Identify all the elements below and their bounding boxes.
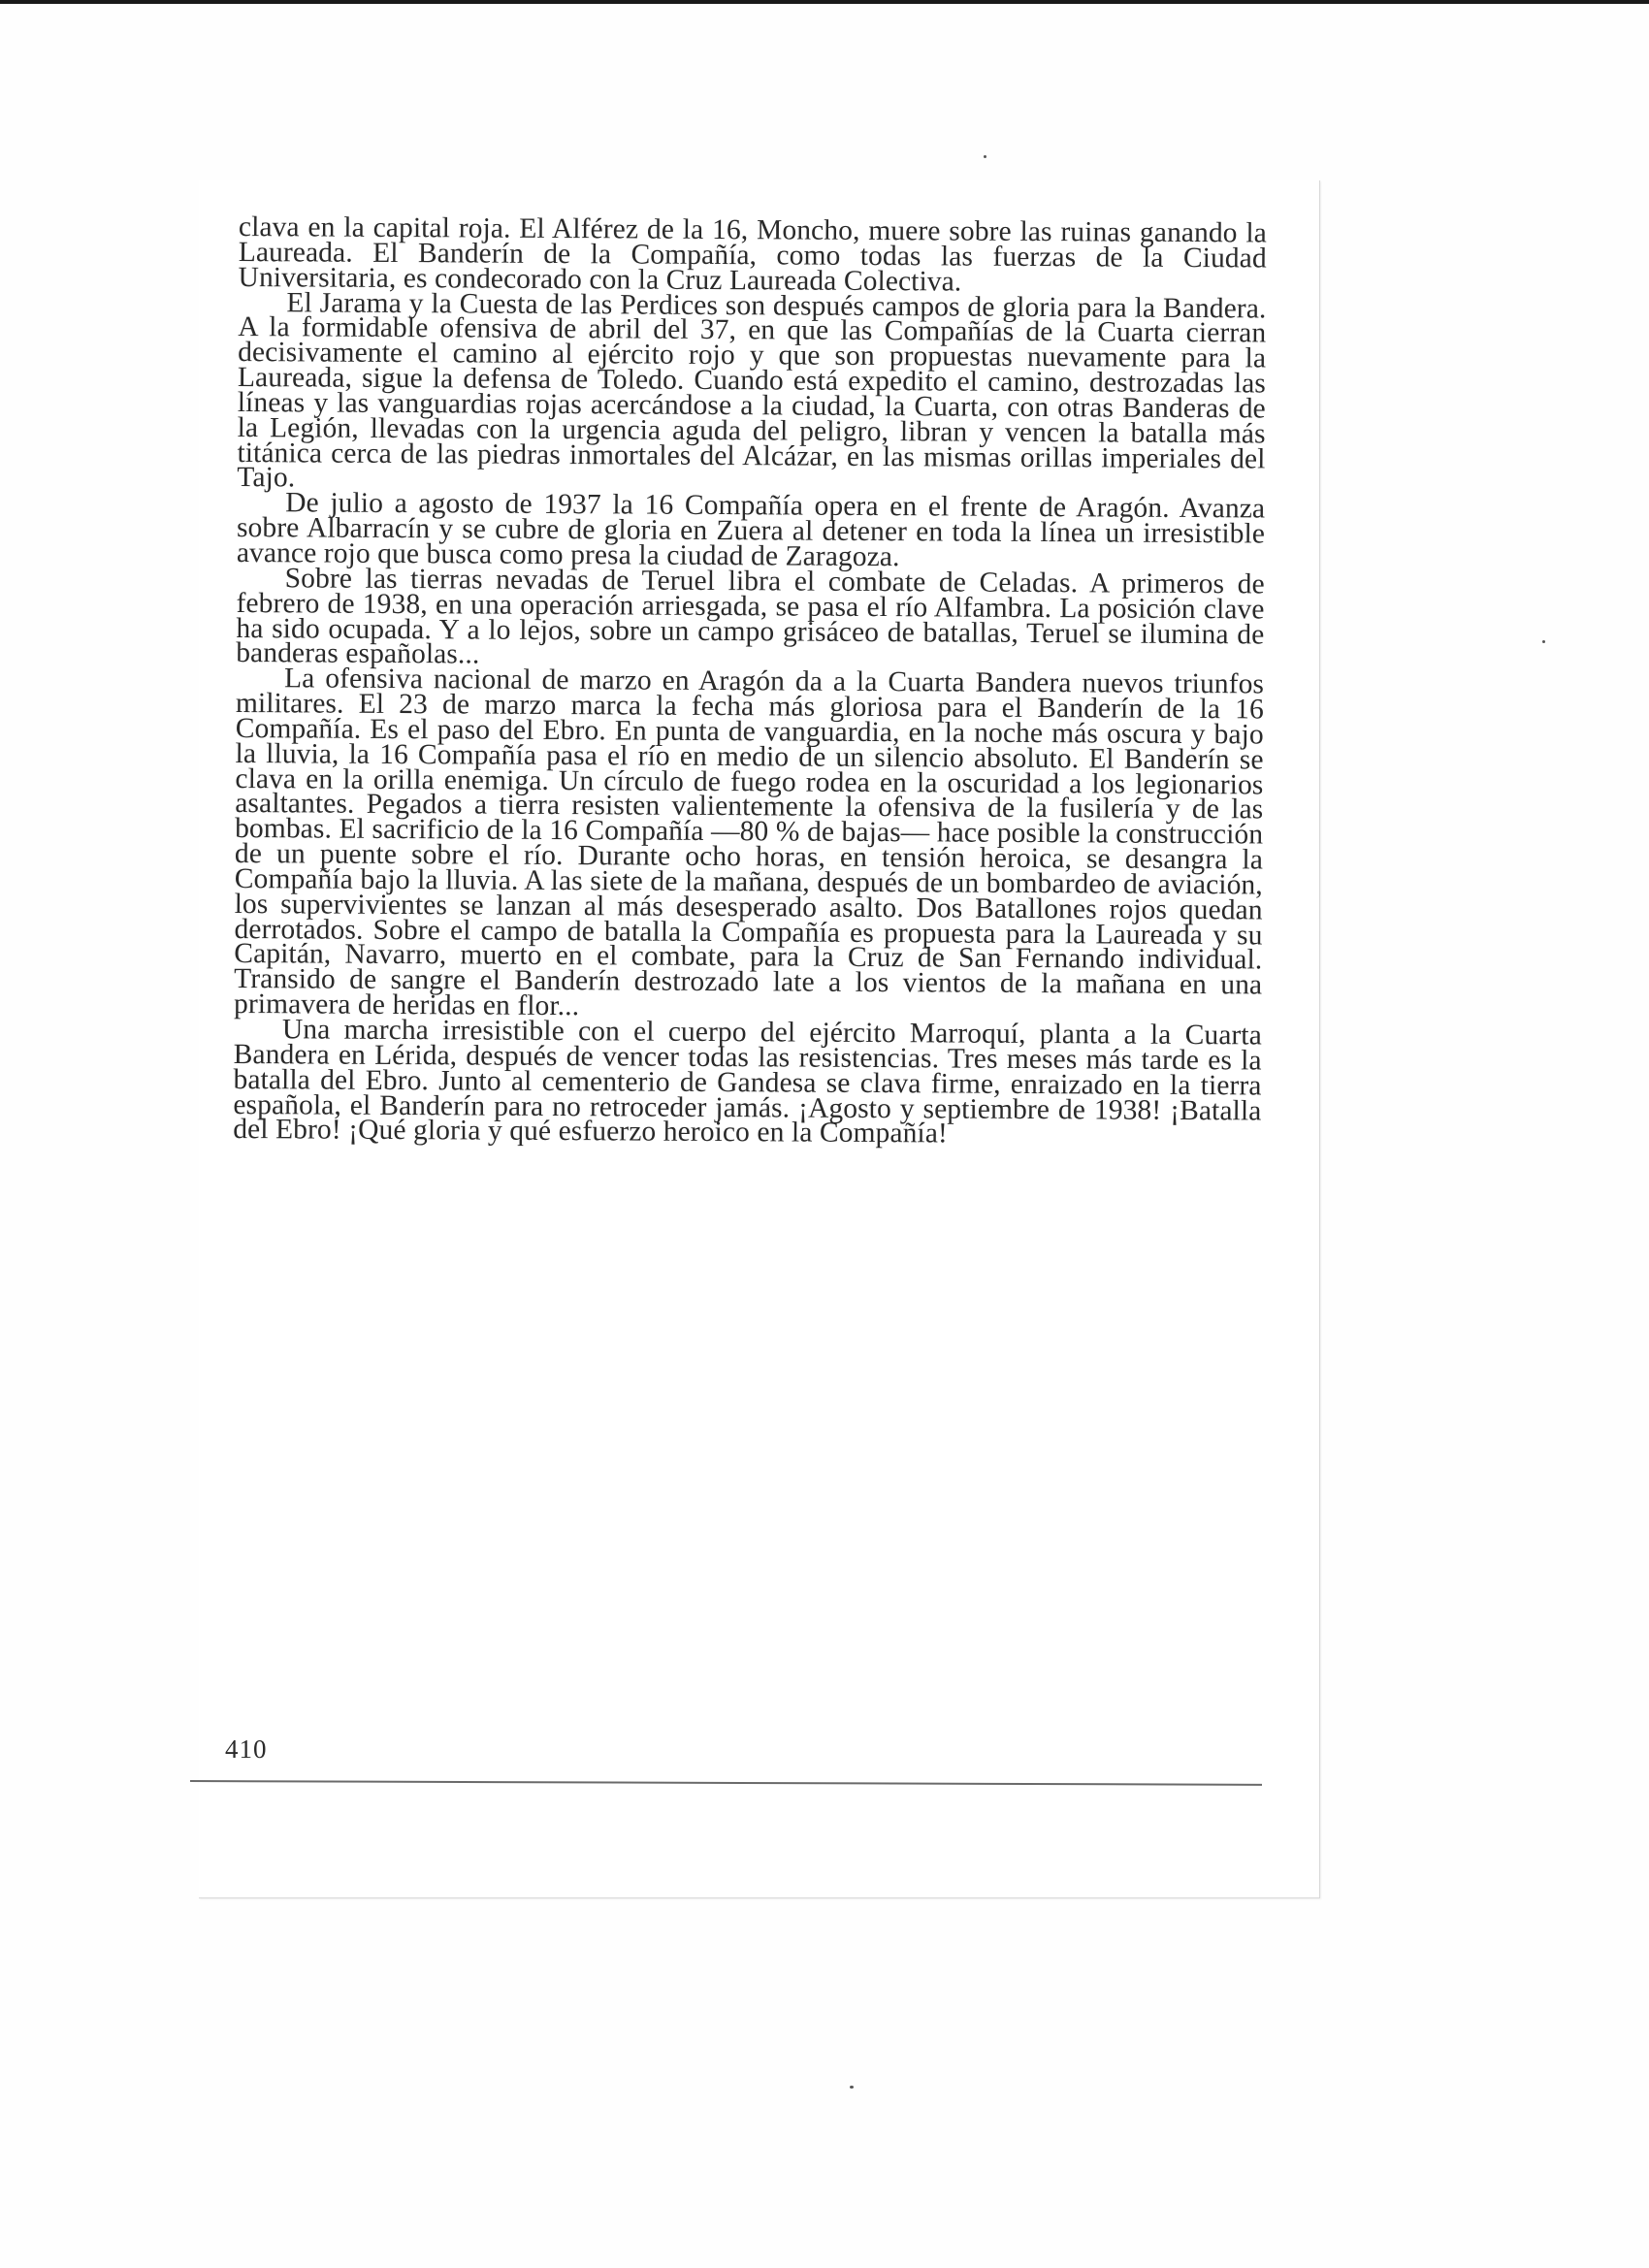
paragraph-3: De julio a agosto de 1937 la 16 Compañía opera en el frente de Aragón. Avanza sobre Albarracín y se cubre de gloria en Zuera al detener en toda la línea un irresistible avance rojo que busca como presa la ciudad de Zaragoza. (236, 487, 1266, 573)
paragraph-6: Una marcha irresistible con el cuerpo del ejército Marroquí, planta a la Cuarta Bandera en Lérida, después de vencer todas las resistencias. Tres meses más tarde es la batalla del Ebro. Junto al cementerio de Gandesa se clava firme, enraizado en la tierra española, el Banderín para no retroceder jamás. ¡Agosto y septiembre de 1938! ¡Batalla del Ebro! ¡Qué gloria y qué esfuerzo heroico en la Compañía! (233, 1014, 1262, 1150)
scan-speck (1542, 640, 1545, 643)
paragraph-2: El Jarama y la Cuesta de las Perdices son después campos de gloria para la Bandera. A la formidable ofensiva de abril del 37, en que las Compañías de la Cuarta cierran decisivamente el camino al ejército rojo y que son propuestas nuevamente para la Laureada, sigue la defensa de Toledo. Cuando está expedito el camino, destrozadas las líneas y las vanguardias rojas acercándose a la ciudad, la Cuarta, con otras Banderas de la Legión, llevadas con la urgencia aguda del peligro, libran y vencen la batalla más titánica cerca de las piedras inmortales del Alcázar, en las mismas orillas imperiales del Tajo. (237, 286, 1267, 494)
body-text (233, 211, 1268, 1150)
scan-speck (850, 2086, 854, 2089)
scan-speck (984, 155, 986, 158)
paragraph-4: Sobre las tierras nevadas de Teruel libra el combate de Celadas. A primeros de febrero de 1938, en una operación arriesgada, se pasa el río Alfambra. La posición clave ha sido ocupada. Y a lo lejos, sobre un campo grisáceo de batallas, Teruel se ilumina de banderas españolas... (236, 563, 1265, 670)
scan-edge (0, 0, 1649, 4)
page-number: 410 (225, 1734, 268, 1764)
paragraph-5: La ofensiva nacional de marzo en Aragón da a la Cuarta Bandera nuevos triunfos militares. El 23 de marzo marca la fecha más gloriosa para el Banderín de la 16 Compañía. Es el paso del Ebro. En punta de vanguardia, en la noche más oscura y bajo la lluvia, la 16 Compañía pasa el río en medio de un silencio absoluto. El Banderín se clava en la orilla enemiga. Un círculo de fuego rodea en la oscuridad a los legionarios asaltantes. Pegados a tierra resisten valientemente la ofensiva de la fusilería y de las bombas. El sacrificio de la 16 Compañía —80 % de bajas— hace posible la construcción de un puente sobre el río. Durante ocho horas, en tensión heroica, se desangra la Compañía bajo la lluvia. A las siete de la mañana, después de un bombardeo de aviación, los supervivientes se lanzan al más desesperado asalto. Dos Batallones rojos quedan derrotados. Sobre el campo de batalla la Compañía es propuesta para la Laureada y su Capitán, Navarro, muerto en el combate, para la Cruz de San Fernando individual. Transido de sangre el Banderín destrozado late a los vientos de la mañana en una primavera de heridas en flor... (233, 663, 1265, 1022)
paragraph-1: clava en la capital roja. El Alférez de la 16, Moncho, muere sobre las ruinas ganando la Laureada. El Banderín de la Compañía, como todas las fuerzas de la Ciudad Universitaria, es condecorado con la Cruz Laureada Colectiva. (238, 211, 1268, 298)
